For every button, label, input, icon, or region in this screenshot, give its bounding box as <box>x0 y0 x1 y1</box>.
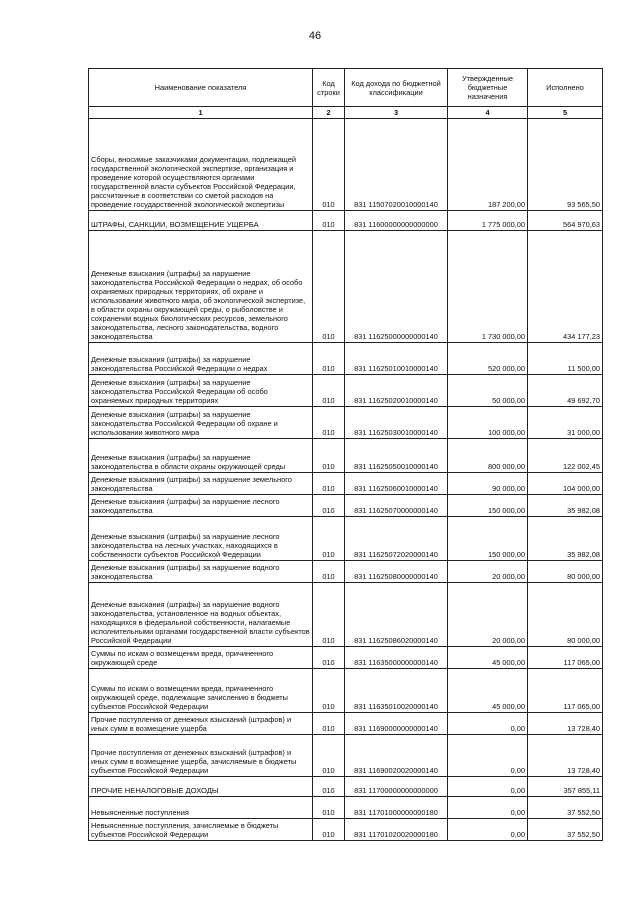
row-income-code: 831 11625050010000140 <box>345 439 448 473</box>
row-income-code: 831 11701000000000180 <box>345 797 448 819</box>
table-row <box>89 517 603 561</box>
row-name: Невыясненные поступления, зачисляемые в бюджеты субъектов Российской Федерации <box>89 819 313 841</box>
row-line-code: 010 <box>313 735 345 777</box>
row-income-code: 831 11625072020000140 <box>345 517 448 561</box>
row-line-code: 010 <box>313 669 345 713</box>
row-name: Денежные взыскания (штрафы) за нарушение законодательства Российской Федерации об особо охраняемых природных территориях <box>89 375 313 407</box>
row-income-code: 831 11625000000000140 <box>345 231 448 343</box>
column-number: 4 <box>448 107 528 119</box>
row-line-code: 010 <box>313 375 345 407</box>
table-row <box>89 231 603 343</box>
header-line-code: Код строки <box>313 69 345 107</box>
row-line-code: 010 <box>313 407 345 439</box>
row-executed: 93 565,50 <box>528 119 603 211</box>
row-income-code: 831 11625086020000140 <box>345 583 448 647</box>
column-number: 1 <box>89 107 313 119</box>
table-row <box>89 495 603 517</box>
header-executed: Исполнено <box>528 69 603 107</box>
table-row <box>89 119 603 211</box>
row-line-code: 010 <box>313 211 345 231</box>
row-income-code: 831 11625010010000140 <box>345 343 448 375</box>
row-line-code: 010 <box>313 343 345 375</box>
column-number-row <box>89 107 603 119</box>
table-row <box>89 561 603 583</box>
row-line-code: 010 <box>313 231 345 343</box>
table-row <box>89 647 603 669</box>
row-income-code: 831 11635000000000140 <box>345 647 448 669</box>
table-row <box>89 583 603 647</box>
column-number: 3 <box>345 107 448 119</box>
row-name: Денежные взыскания (штрафы) за нарушение законодательства Российской Федерации об охране и использовании животного мира <box>89 407 313 439</box>
row-executed: 80 000,00 <box>528 583 603 647</box>
row-line-code: 010 <box>313 517 345 561</box>
row-name: Сборы, вносимые заказчиками документации, подлежащей государственной экологической экспертизе, организация и проведение которой осуществляются органами государственной власти субъектов Российской Федерации, рассчитанные в соответствии со сметой расходов на проведение государственной экологической экспертизы <box>89 119 313 211</box>
row-approved: 1 775 000,00 <box>448 211 528 231</box>
row-income-code: 831 11690020020000140 <box>345 735 448 777</box>
row-name: ПРОЧИЕ НЕНАЛОГОВЫЕ ДОХОДЫ <box>89 777 313 797</box>
table-row <box>89 735 603 777</box>
row-line-code: 010 <box>313 439 345 473</box>
row-approved: 0,00 <box>448 713 528 735</box>
row-income-code: 831 11700000000000000 <box>345 777 448 797</box>
row-line-code: 010 <box>313 583 345 647</box>
row-executed: 117 065,00 <box>528 669 603 713</box>
row-name: Денежные взыскания (штрафы) за нарушение водного законодательства, установленное на водных объектах, находящихся в федеральной собственности, налагаемые исполнительными органами государственной власти субъектов Российской Федерации <box>89 583 313 647</box>
row-approved: 90 000,00 <box>448 473 528 495</box>
row-income-code: 831 11701020020000180 <box>345 819 448 841</box>
row-approved: 150 000,00 <box>448 495 528 517</box>
row-approved: 187 200,00 <box>448 119 528 211</box>
row-executed: 117 065,00 <box>528 647 603 669</box>
budget-execution-table <box>88 68 603 841</box>
row-income-code: 831 11625060010000140 <box>345 473 448 495</box>
row-name: Денежные взыскания (штрафы) за нарушение лесного законодательства на лесных участках, находящихся в собственности субъектов Российской Федерации <box>89 517 313 561</box>
table-row <box>89 819 603 841</box>
row-line-code: 010 <box>313 119 345 211</box>
row-name: Невыясненные поступления <box>89 797 313 819</box>
row-approved: 20 000,00 <box>448 583 528 647</box>
row-income-code: 831 11625070000000140 <box>345 495 448 517</box>
table-row <box>89 797 603 819</box>
table-row <box>89 473 603 495</box>
row-approved: 20 000,00 <box>448 561 528 583</box>
row-approved: 1 730 000,00 <box>448 231 528 343</box>
row-name: ШТРАФЫ, САНКЦИИ, ВОЗМЕЩЕНИЕ УЩЕРБА <box>89 211 313 231</box>
row-name: Прочие поступления от денежных взысканий (штрафов) и иных сумм в возмещение ущерба, зачисляемые в бюджеты субъектов Российской Федерации <box>89 735 313 777</box>
row-line-code: 010 <box>313 647 345 669</box>
row-executed: 35 982,08 <box>528 495 603 517</box>
header-income-code: Код дохода по бюджетной классификации <box>345 69 448 107</box>
row-approved: 0,00 <box>448 819 528 841</box>
table-row <box>89 375 603 407</box>
table-row <box>89 211 603 231</box>
row-name: Суммы по искам о возмещении вреда, причиненного окружающей среде <box>89 647 313 669</box>
row-name: Денежные взыскания (штрафы) за нарушение законодательства Российской Федерации о недрах, об особо охраняемых природных территориях, об охране и использовании животного мира, об экологической экспертизе, в области охраны окружающей среды, о рыболовстве и сохранении водных биологических ресурсов, земельного законодательства, лесного законодательства, водного законодательства <box>89 231 313 343</box>
row-approved: 45 000,00 <box>448 669 528 713</box>
row-executed: 434 177,23 <box>528 231 603 343</box>
row-line-code: 010 <box>313 797 345 819</box>
row-approved: 0,00 <box>448 735 528 777</box>
row-income-code: 831 11690000000000140 <box>345 713 448 735</box>
table-row <box>89 669 603 713</box>
header-approved: Утвержденные бюджетные назначения <box>448 69 528 107</box>
row-name: Денежные взыскания (штрафы) за нарушение законодательства Российской Федерации о недрах <box>89 343 313 375</box>
row-executed: 13 728,40 <box>528 713 603 735</box>
row-executed: 31 000,00 <box>528 407 603 439</box>
row-income-code: 831 11625030010000140 <box>345 407 448 439</box>
row-name: Денежные взыскания (штрафы) за нарушение водного законодательства <box>89 561 313 583</box>
row-approved: 0,00 <box>448 797 528 819</box>
row-executed: 357 855,11 <box>528 777 603 797</box>
column-number: 2 <box>313 107 345 119</box>
table-row <box>89 713 603 735</box>
header-name: Наименование показателя <box>89 69 313 107</box>
row-approved: 520 000,00 <box>448 343 528 375</box>
row-name: Суммы по искам о возмещении вреда, причиненного окружающей среде, подлежащие зачислению в бюджеты субъектов Российской Федерации <box>89 669 313 713</box>
row-income-code: 831 11635010020000140 <box>345 669 448 713</box>
row-income-code: 831 11600000000000000 <box>345 211 448 231</box>
row-name: Денежные взыскания (штрафы) за нарушение лесного законодательства <box>89 495 313 517</box>
row-income-code: 831 11625080000000140 <box>345 561 448 583</box>
row-line-code: 010 <box>313 713 345 735</box>
row-line-code: 010 <box>313 819 345 841</box>
row-approved: 800 000,00 <box>448 439 528 473</box>
row-executed: 122 002,45 <box>528 439 603 473</box>
page-number: 46 <box>308 30 322 42</box>
row-income-code: 831 11625020010000140 <box>345 375 448 407</box>
row-executed: 104 000,00 <box>528 473 603 495</box>
table-row <box>89 343 603 375</box>
row-executed: 35 982,08 <box>528 517 603 561</box>
row-approved: 100 000,00 <box>448 407 528 439</box>
table-row <box>89 777 603 797</box>
row-executed: 49 692,70 <box>528 375 603 407</box>
row-line-code: 010 <box>313 473 345 495</box>
row-approved: 50 000,00 <box>448 375 528 407</box>
row-executed: 13 728,40 <box>528 735 603 777</box>
row-approved: 0,00 <box>448 777 528 797</box>
row-line-code: 010 <box>313 561 345 583</box>
row-executed: 37 552,50 <box>528 819 603 841</box>
column-number: 5 <box>528 107 603 119</box>
row-line-code: 010 <box>313 495 345 517</box>
row-executed: 11 500,00 <box>528 343 603 375</box>
table-row <box>89 407 603 439</box>
row-approved: 150 000,00 <box>448 517 528 561</box>
row-approved: 45 000,00 <box>448 647 528 669</box>
row-executed: 564 970,63 <box>528 211 603 231</box>
row-executed: 37 552,50 <box>528 797 603 819</box>
row-executed: 80 000,00 <box>528 561 603 583</box>
row-name: Денежные взыскания (штрафы) за нарушение законодательства в области охраны окружающей среды <box>89 439 313 473</box>
row-name: Денежные взыскания (штрафы) за нарушение земельного законодательства <box>89 473 313 495</box>
table-row <box>89 439 603 473</box>
row-line-code: 010 <box>313 777 345 797</box>
row-income-code: 831 11507020010000140 <box>345 119 448 211</box>
row-name: Прочие поступления от денежных взысканий (штрафов) и иных сумм в возмещение ущерба <box>89 713 313 735</box>
